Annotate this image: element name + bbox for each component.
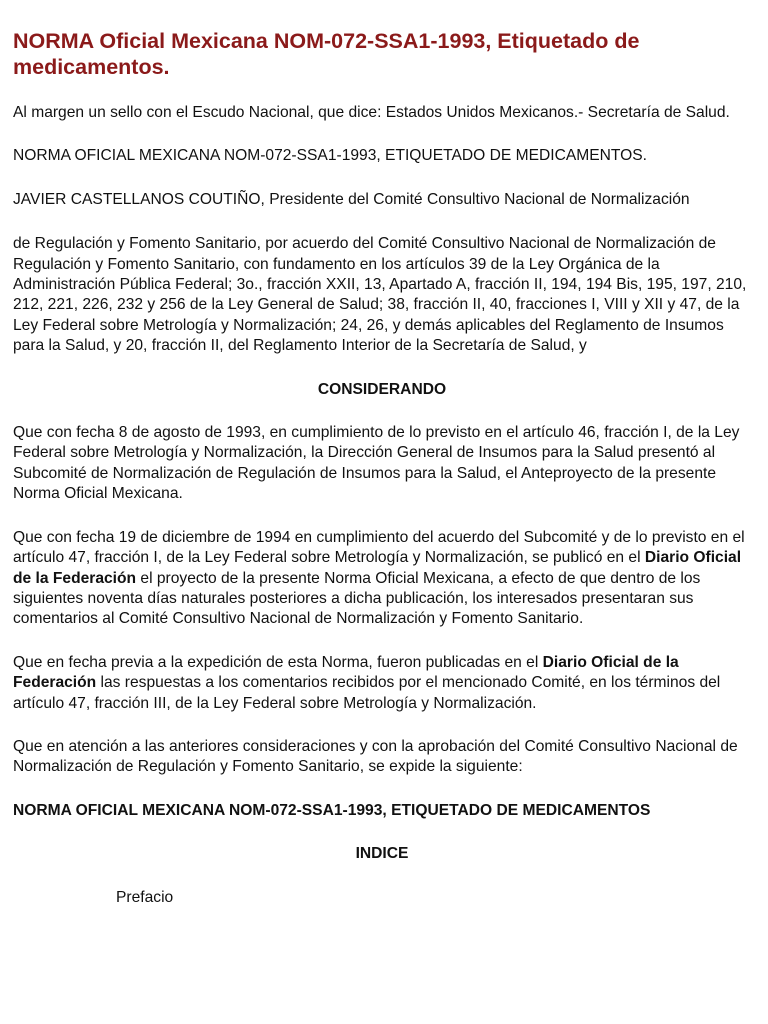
paragraph-considerando-2 <box>13 528 751 630</box>
paragraph-considerando-1: Que con fecha 8 de agosto de 1993, en cumplimiento de lo previsto en el artículo 46, fracción I, de la Ley Federal sobre Metrología y Normalización, la Dirección General de Insumos para la Salud presentó al Subcomité de Normalización de Regulación de Insumos para la Salud, el Anteproyecto de la presente Norma Oficial Mexicana. <box>13 424 740 503</box>
norm-heading-bold: NORMA OFICIAL MEXICANA NOM-072-SSA1-1993, ETIQUETADO DE MEDICAMENTOS <box>13 801 651 819</box>
document-title: NORMA Oficial Mexicana NOM-072-SSA1-1993, Etiquetado de medicamentos. <box>13 29 640 79</box>
text-segment: Que en fecha previa a la expedición de esta Norma, fueron publicadas en el <box>13 653 543 671</box>
paragraph-norm-heading: NORMA OFICIAL MEXICANA NOM-072-SSA1-1993, ETIQUETADO DE MEDICAMENTOS. <box>13 147 647 165</box>
text-segment: las respuestas a los comentarios recibidos por el mencionado Comité, en los términos del artículo 47, fracción III, de la Ley Federal sobre Metrología y Normalización. <box>13 674 721 712</box>
dof-reference: Diario Oficial de la Federación <box>13 653 679 692</box>
paragraph-considerando-3 <box>13 653 751 714</box>
paragraph-legal-basis: de Regulación y Fomento Sanitario, por acuerdo del Comité Consultivo Nacional de Normalización de Regulación y Fomento Sanitario, con fundamento en los artículos 39 de la Ley Orgánica de la Administración Pública Federal; 3o., fracción XXII, 13, Apartado A, fracción II, 194, 194 Bis, 195, 197, 210, 212, 221, 226, 232 y 256 de la Ley General de Salud; 38, fracción II, 40, fracciones I, VIII y XII y 47, de la Ley Federal sobre Metrología y Normalización; 24, 26, y demás aplicables del Reglamento de Insumos para la Salud, y 20, fracción II, del Reglamento Interior de la Secretaría de Salud, y <box>13 235 747 355</box>
document-page <box>13 28 751 908</box>
paragraph-seal: Al margen un sello con el Escudo Nacional, que dice: Estados Unidos Mexicanos.- Secretaría de Salud. <box>13 104 730 121</box>
paragraph-considerando-4: Que en atención a las anteriores consideraciones y con la aprobación del Comité Consultivo Nacional de Normalización de Regulación y Fomento Sanitario, se expide la siguiente: <box>13 737 738 776</box>
dof-reference: Diario Oficial de la Federación <box>13 549 742 587</box>
heading-considerando: CONSIDERANDO <box>317 380 447 398</box>
index-item-prefacio: Prefacio <box>116 888 174 906</box>
text-segment: Que con fecha 19 de diciembre de 1994 en cumplimiento del acuerdo del Subcomité y de lo previsto en el artículo 47, fracción I, de la Ley Federal sobre Metrología y Normalización, se publicó en el <box>13 528 745 567</box>
paragraph-president: JAVIER CASTELLANOS COUTIÑO, Presidente del Comité Consultivo Nacional de Normalización <box>13 190 690 208</box>
heading-indice: INDICE <box>355 845 409 863</box>
text-segment: el proyecto de la presente Norma Oficial Mexicana, a efecto de que dentro de los siguientes noventa días naturales posteriores a dicha publicación, los interesados presentaran sus comentarios al Comité Consultivo Nacional de Normalización y Fomento Sanitario. <box>13 569 701 628</box>
